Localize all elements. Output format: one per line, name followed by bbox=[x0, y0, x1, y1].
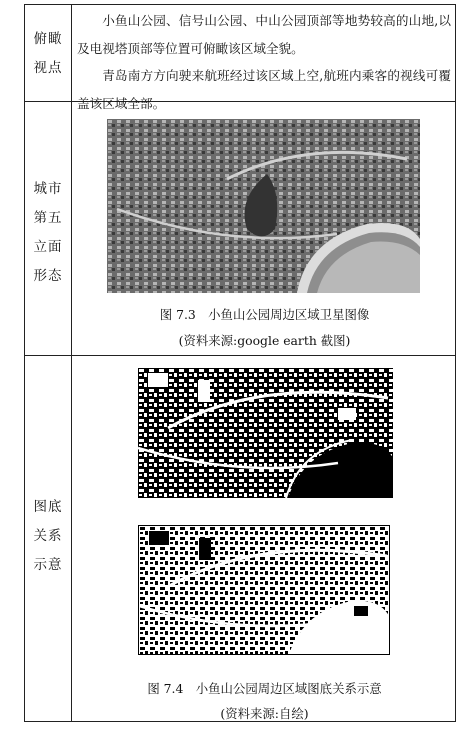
row3-label-line3: 示意 bbox=[33, 557, 63, 573]
row2-label-line3: 立面 bbox=[33, 239, 63, 255]
row-divider-2 bbox=[25, 355, 455, 356]
column-divider bbox=[71, 5, 72, 721]
row1-label bbox=[25, 25, 71, 83]
info-table bbox=[24, 4, 456, 722]
figure-ground-map-1 bbox=[138, 368, 393, 498]
row3-label-line1: 图底 bbox=[33, 499, 63, 515]
figure-7-3-source: (资料来源:google earth 截图) bbox=[178, 333, 351, 348]
row1-paragraph-2: 青岛南方方向驶来航班经过该区域上空,航班内乘客的视线可覆盖该区域全部。 bbox=[77, 68, 451, 111]
row1-label-line2: 视点 bbox=[33, 60, 63, 76]
figure-7-4-source: (资料来源:自绘) bbox=[220, 706, 309, 721]
row2-label bbox=[25, 175, 71, 291]
row2-label-line2: 第五 bbox=[33, 210, 63, 226]
row2-label-line1: 城市 bbox=[33, 181, 63, 197]
row3-label-line2: 关系 bbox=[33, 528, 63, 544]
row1-label-line1: 俯瞰 bbox=[33, 31, 63, 47]
figure-ground-map-2 bbox=[138, 525, 390, 655]
satellite-image bbox=[107, 119, 420, 293]
row2-label-line4: 形态 bbox=[33, 268, 63, 284]
figure-7-4-caption: 图 7.4 小鱼山公园周边区域图底关系示意 bbox=[147, 681, 382, 696]
row1-paragraph-1: 小鱼山公园、信号山公园、中山公园顶部等地势较高的山地,以及电视塔顶部等位置可俯瞰该区域全貌。 bbox=[77, 13, 451, 56]
figure-7-3-caption: 图 7.3 小鱼山公园周边区域卫星图像 bbox=[159, 307, 370, 322]
row3-label bbox=[25, 493, 71, 580]
